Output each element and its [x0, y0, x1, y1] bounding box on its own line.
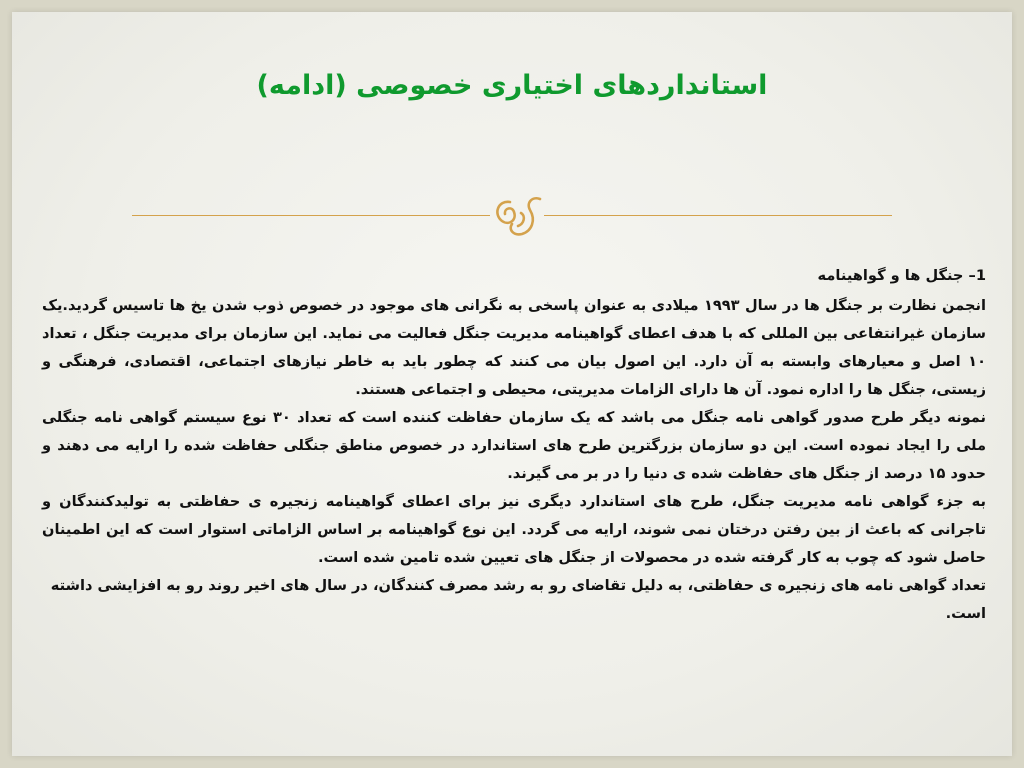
paragraph-growth: تعداد گواهی نامه های زنجیره ی حفاظتی، به دلیل تقاضای رو به رشد مصرف کنندگان، در سال های اخیر روند رو به افزایشی داشته است. [50, 577, 986, 622]
flourish-icon [490, 190, 544, 240]
slide [12, 12, 1012, 756]
paragraph-pefc: نمونه دیگر طرح صدور گواهی نامه جنگل می باشد که یک سازمان حفاظت کننده است که تعداد ۳۰ نوع سیستم گواهی نامه جنگلی ملی را ایجاد نموده است. این دو سازمان بزرگترین طرح های استاندارد در خصوص مناطق جنگلی حفاظت شده را ارایه می دهند و حدود ۱۵ درصد از جنگل های حفاظت شده ی دنیا را در بر می گیرند. [42, 409, 986, 482]
paragraph-fsc: انجمن نظارت بر جنگل ها در سال ۱۹۹۳ میلادی به عنوان پاسخی به نگرانی های موجود در خصوص ذوب شدن یخ ها تاسیس گردید.یک سازمان غیرانتفاعی بین المللی که با هدف اعطای گواهینامه مدیریت جنگل فعالیت می نماید. این سازمان برای مدیریت جنگل ، تعداد ۱۰ اصل و معیارهای وابسته به آن دارد. این اصول بیان می کنند که چطور باید به خاطر نیازهای اجتماعی، اقتصادی، فرهنگی و زیستی، جنگل ها را اداره نمود. آن ها دارای الزامات مدیریتی، محیطی و اجتماعی هستند. [42, 297, 986, 398]
slide-title: استانداردهای اختیاری خصوصی (ادامه) [256, 70, 768, 101]
title-divider-right [544, 215, 892, 216]
body-text [42, 262, 986, 628]
section-heading: 1– جنگل ها و گواهینامه [817, 267, 986, 284]
title-divider-left [132, 215, 490, 216]
paragraph-chain-of-custody: به جزء گواهی نامه مدیریت جنگل، طرح های استاندارد دیگری نیز برای اعطای گواهینامه زنجیره ی حفاظتی به تولیدکنندگان و تاجرانی که باعث از بین رفتن درختان نمی شوند، ارایه می گردد. این نوع گواهینامه بر اساس الزاماتی استوار است که این اطمینان حاصل شود که چوب به کار گرفته شده در محصولات از جنگل های تعیین شده تامین شده است. [42, 493, 986, 566]
